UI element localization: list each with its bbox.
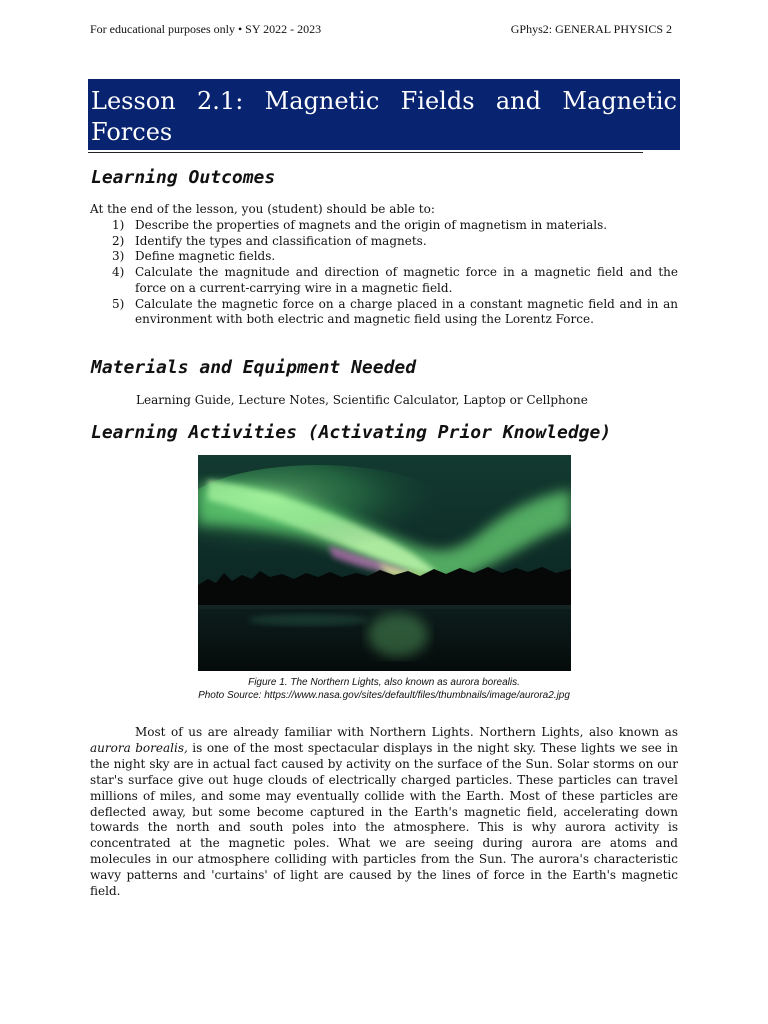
list-item bbox=[110, 265, 678, 296]
body-paragraph bbox=[90, 725, 678, 900]
figure-source: Photo Source: https://www.nasa.gov/sites/default/files/thumbnails/image/aurora2.jpg bbox=[198, 690, 570, 701]
list-item bbox=[110, 297, 678, 328]
paragraph-text-end: is one of the most spectacular displays in the night sky. These lights we see in the night sky are in actual fact caused by activity on the surface of the Sun. Solar storms on our star's surface give out huge clouds of electrically charged particles. These particles can travel millions of miles, and some may eventually collide with the Earth. Most of these particles are deflected away, but some become captured in the Earth's magnetic field, accelerating down towards the north and south poles into the atmosphere. This is why aurora activity is concentrated at the magnetic poles. What we are seeing during aurora are atoms and molecules in our atmosphere colliding with particles from the Sun. The aurora's characteristic wavy patterns and 'curtains' of light are caused by the lines of force in the Earth's magnetic field. bbox=[90, 740, 678, 899]
list-text: Describe the properties of magnets and the origin of magnetism in materials. bbox=[135, 218, 608, 232]
paragraph-italic-term: aurora borealis, bbox=[90, 740, 188, 755]
aurora-photo bbox=[198, 455, 571, 671]
list-number: 1) bbox=[112, 218, 125, 232]
materials-heading: Materials and Equipment Needed bbox=[91, 357, 417, 378]
title-divider bbox=[88, 152, 643, 153]
outcomes-intro: At the end of the lesson, you (student) should be able to: bbox=[90, 202, 435, 216]
list-text: Calculate the magnitude and direction of magnetic force in a magnetic field and the force on a current-carrying wire in a magnetic field. bbox=[135, 265, 678, 295]
header-left: For educational purposes only • SY 2022 - 2023 bbox=[90, 22, 322, 36]
learning-activities-heading: Learning Activities (Activating Prior Knowledge) bbox=[91, 422, 612, 443]
list-number: 2) bbox=[112, 233, 125, 248]
learning-outcomes-heading: Learning Outcomes bbox=[91, 167, 276, 188]
list-text: Identify the types and classification of magnets. bbox=[135, 233, 427, 248]
list-item bbox=[110, 234, 678, 250]
header-right: GPhys2: GENERAL PHYSICS 2 bbox=[510, 22, 672, 36]
page-header bbox=[90, 22, 672, 37]
list-text: Calculate the magnetic force on a charge placed in a constant magnetic field and in an environment with both electric and magnetic field using the Lorentz Force. bbox=[135, 296, 678, 327]
materials-text: Learning Guide, Lecture Notes, Scientific Calculator, Laptop or Cellphone bbox=[136, 393, 588, 407]
list-number: 3) bbox=[112, 249, 125, 264]
figure-caption: Figure 1. The Northern Lights, also known as aurora borealis. bbox=[248, 677, 520, 688]
list-item bbox=[110, 249, 678, 265]
list-item bbox=[110, 218, 678, 234]
list-number: 5) bbox=[112, 296, 125, 311]
list-text: Define magnetic fields. bbox=[135, 249, 276, 264]
list-number: 4) bbox=[112, 265, 125, 280]
aurora-image bbox=[198, 455, 571, 671]
paragraph-text-start: Most of us are already familiar with Northern Lights. Northern Lights, also known as bbox=[135, 725, 678, 739]
lesson-title: Lesson 2.1: Magnetic Fields and Magnetic Forces bbox=[91, 87, 677, 146]
outcomes-list bbox=[110, 218, 678, 328]
lesson-title-banner bbox=[88, 79, 680, 150]
